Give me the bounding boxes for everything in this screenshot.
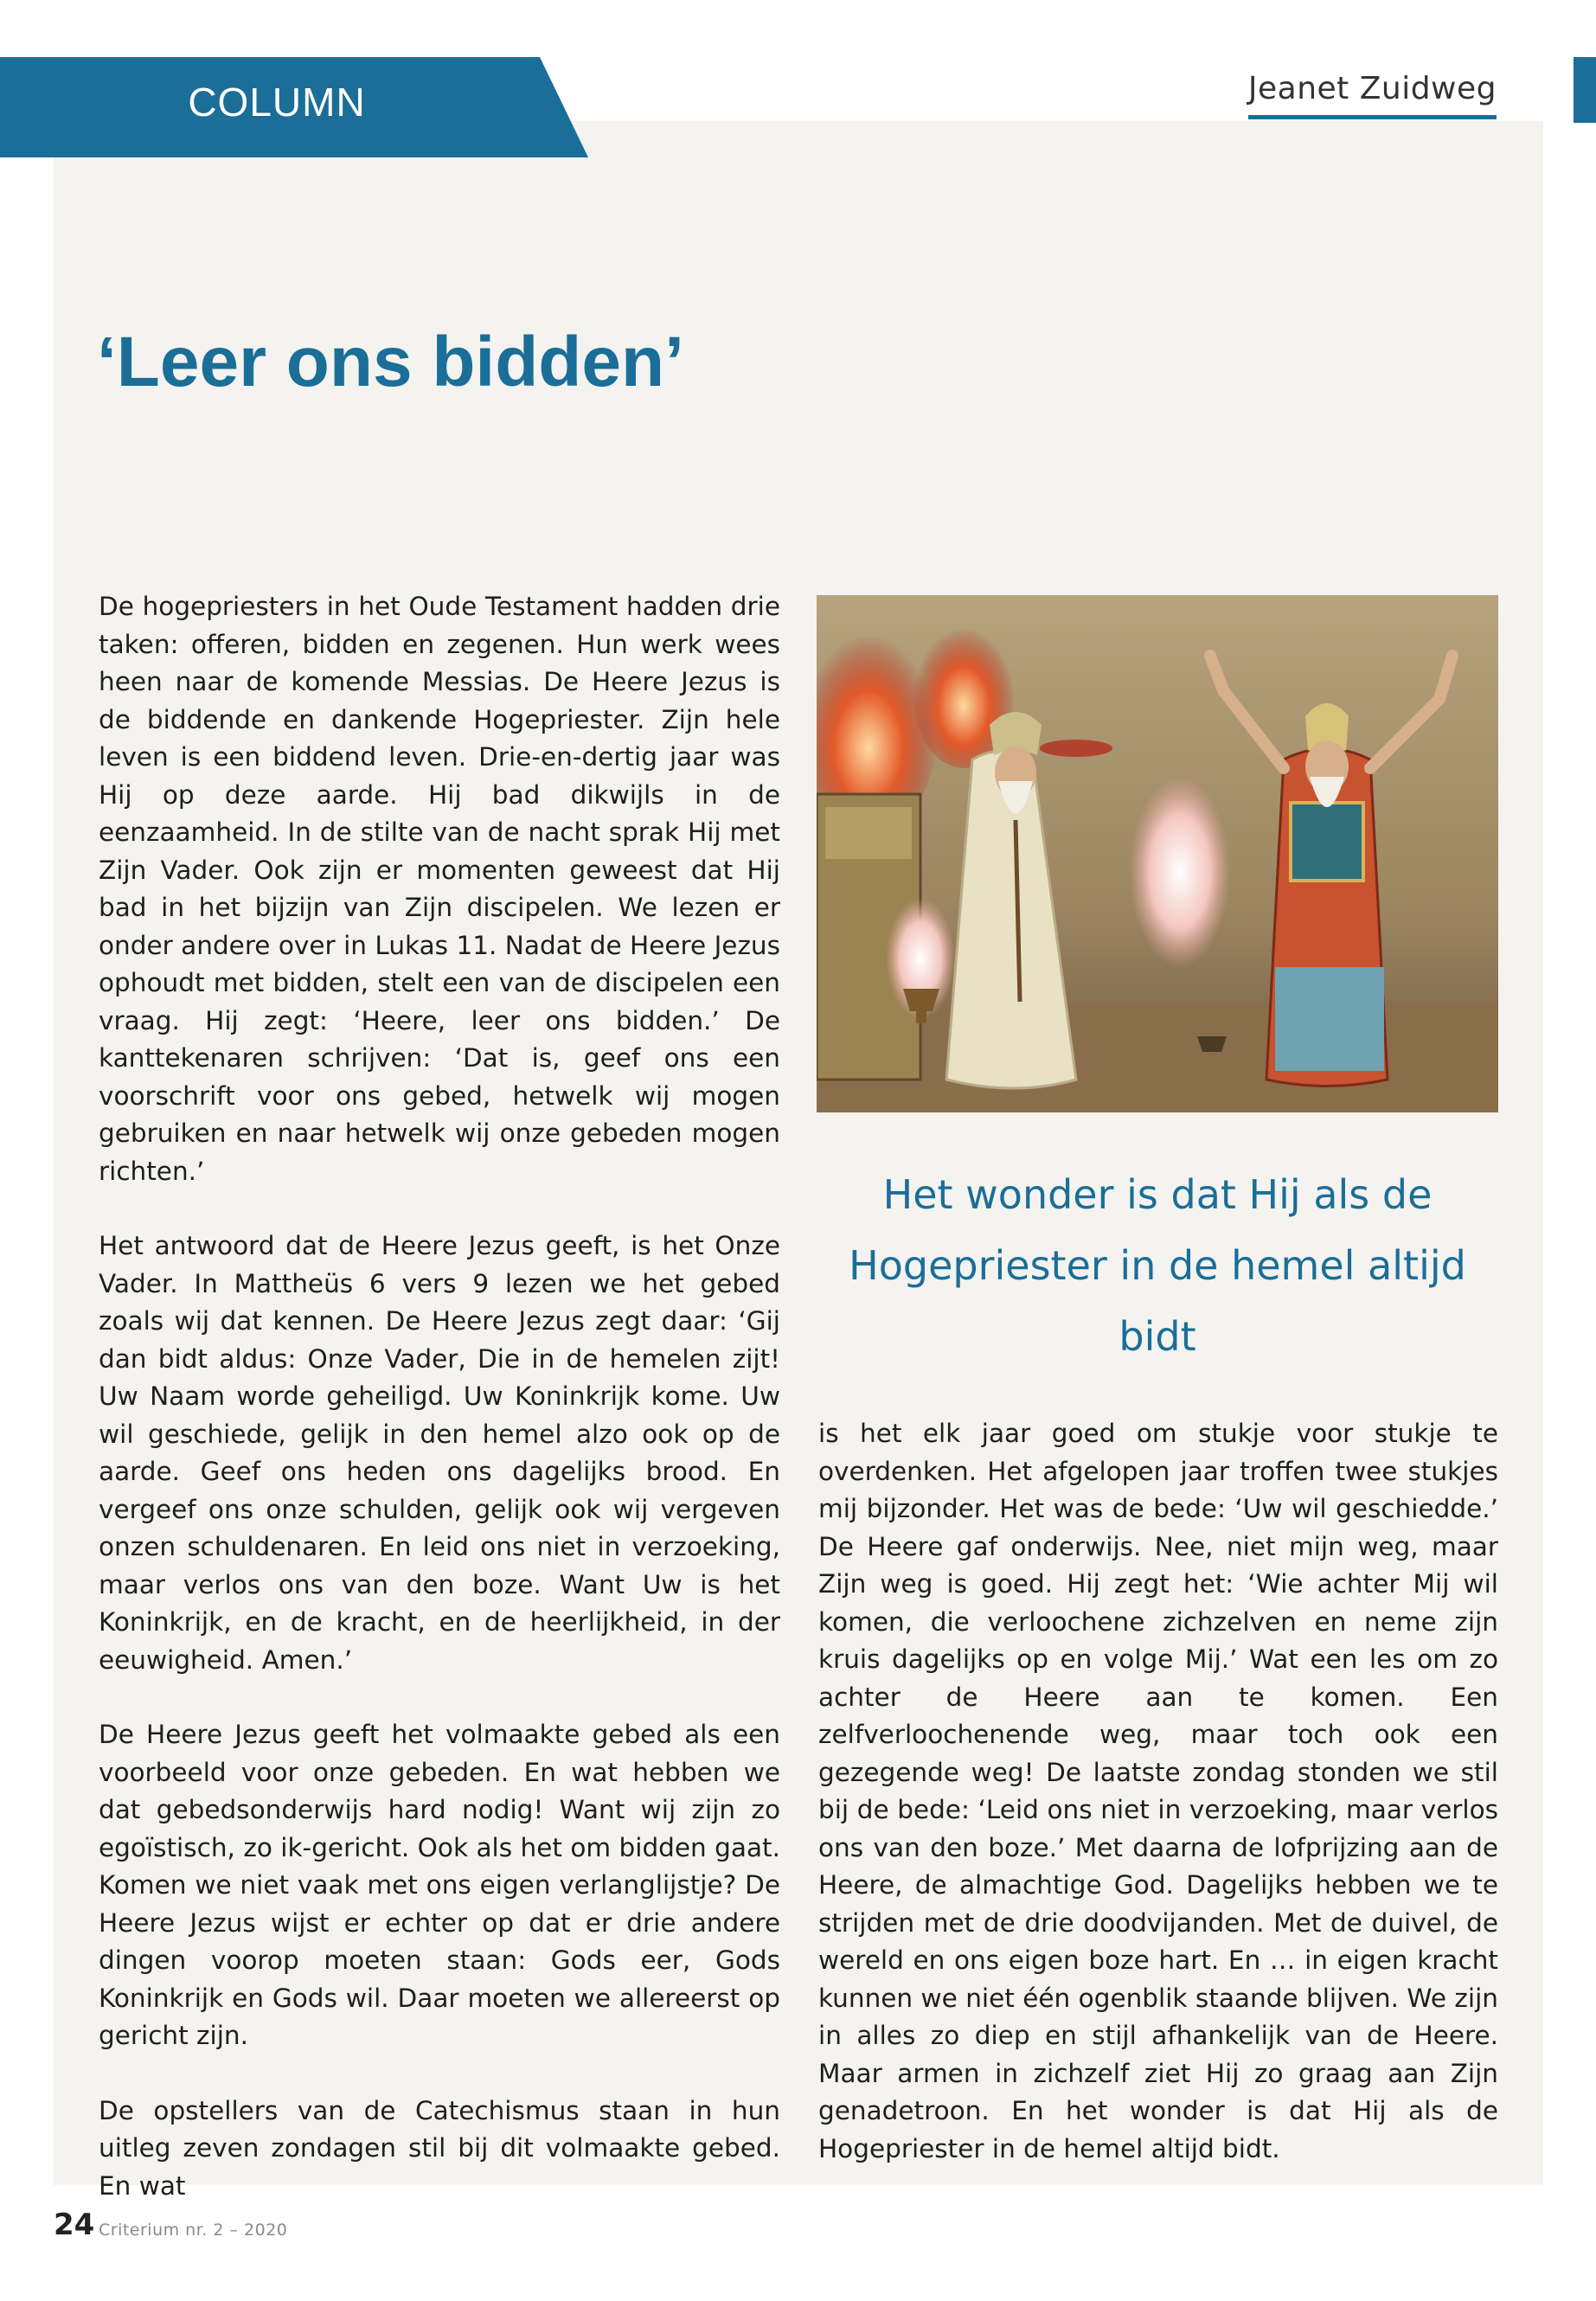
left-text-column	[99, 588, 780, 2242]
paragraph: is het elk jaar goed om stukje voor stukje te overdenken. Het afgelopen jaar troffen twee stukjes mij bijzonder. Het was de bede: ‘Uw wil geschiedde.’ De Heere gaf onderwijs. Nee, niet mijn weg, maar Zijn weg is goed. Hij zegt het: ‘Wie achter Mij wil komen, die verloochene zichzelven en neme zijn kruis dagelijks op en volge Mij.’ Wat een les om zo achter de Heere aan te komen. Een zelfverloochenende weg, maar toch ook een gezegende weg! De laatste zondag stonden we stil bij de bede: ‘Leid ons niet in verzoeking, maar verlos ons van den boze.’ Met daarna de lofprijzing aan de Heere, de almachtige God. Dagelijks hebben we te strijden met de drie doodvijanden. Met de duivel, de wereld en ons eigen boze hart. En … in eigen kracht kunnen we niet één ogenblik staande blijven. We zijn in alles zo diep en stijl afhankelijk van de Heere. Maar armen in zichzelf ziet Hij zo graag aan Zijn genadetroon. En het wonder is dat Hij als de Hogepriester in de hemel altijd bidt.	[818, 1419, 1498, 2163]
paragraph: Het antwoord dat de Heere Jezus geeft, is het Onze Vader. In Mattheüs 6 vers 9 lezen we het gebed zoals wij dat kennen. De Heere Jezus zegt daar: ‘Gij dan bidt aldus: Onze Vader, Die in de hemelen zijt! Uw Naam worde geheiligd. Uw Koninkrijk kome. Uw wil geschiede, gelijk in den hemel alzo ook op de aarde. Geef ons heden ons dagelijks brood. En vergeef ons onze schulden, gelijk ook wij vergeven onzen schuldenaren. En leid ons niet in verzoeking, maar verlos ons van den boze. Want Uw is het Koninkrijk, en de kracht, en de heerlijkheid, in der eeuwigheid. Amen.’	[99, 1231, 780, 1675]
right-text-column	[818, 1415, 1498, 2205]
section-label: COLUMN	[188, 80, 366, 125]
high-priests-illustration	[817, 595, 1498, 1112]
article-title: ‘Leer ons bidden’	[97, 323, 684, 401]
page-number: 24	[54, 2208, 95, 2242]
paragraph: De opstellers van de Catechismus staan in hun uitleg zeven zondagen stil bij dit volmaakte gebed. En wat	[99, 2095, 780, 2201]
pull-quote: Het wonder is dat Hij als de Hogepriester in de hemel altijd bidt	[849, 1171, 1466, 1360]
page-edge-tab	[1574, 57, 1596, 123]
paragraph: De hogepriesters in het Oude Testament hadden drie taken: offeren, bidden en zegenen. Hun werk wees heen naar de komende Messias. De Heere Jezus is de biddende en dankende Hogepriester. Zijn hele leven is een biddend leven. Drie-en-dertig jaar was Hij op deze aarde. Hij bad dikwijls in de eenzaamheid. In de stilte van de nacht sprak Hij met Zijn Vader. Ook zijn er momenten geweest dat Hij bad in het bijzijn van Zijn discipelen. We lezen er onder andere over in Lukas 11. Nadat de Heere Jezus ophoudt met bidden, stelt een van de discipelen een vraag. Hij zegt: ‘Heere, leer ons bidden.’ De kanttekenaren schrijven: ‘Dat is, geef ons een voorschrift voor ons gebed, hetwelk wij mogen gebruiken en naar hetwelk wij onze gebeden mogen richten.’	[99, 592, 780, 1186]
magazine-footer: Criterium nr. 2 – 2020	[99, 2221, 288, 2240]
paragraph: De Heere Jezus geeft het volmaakte gebed als een voorbeeld voor onze gebeden. En wat hebben we dat gebedsonderwijs hard nodig! Want wij zijn zo egoïstisch, zo ik-gericht. Ook als het om bidden gaat. Komen we niet vaak met ons eigen verlanglijstje? De Heere Jezus wijst er echter op dat er drie andere dingen voorop moeten staan: Gods eer, Gods Koninkrijk en Gods wil. Daar moeten we allereerst op gericht zijn.	[99, 1720, 780, 2050]
author-byline: Jeanet Zuidweg	[1248, 71, 1497, 119]
